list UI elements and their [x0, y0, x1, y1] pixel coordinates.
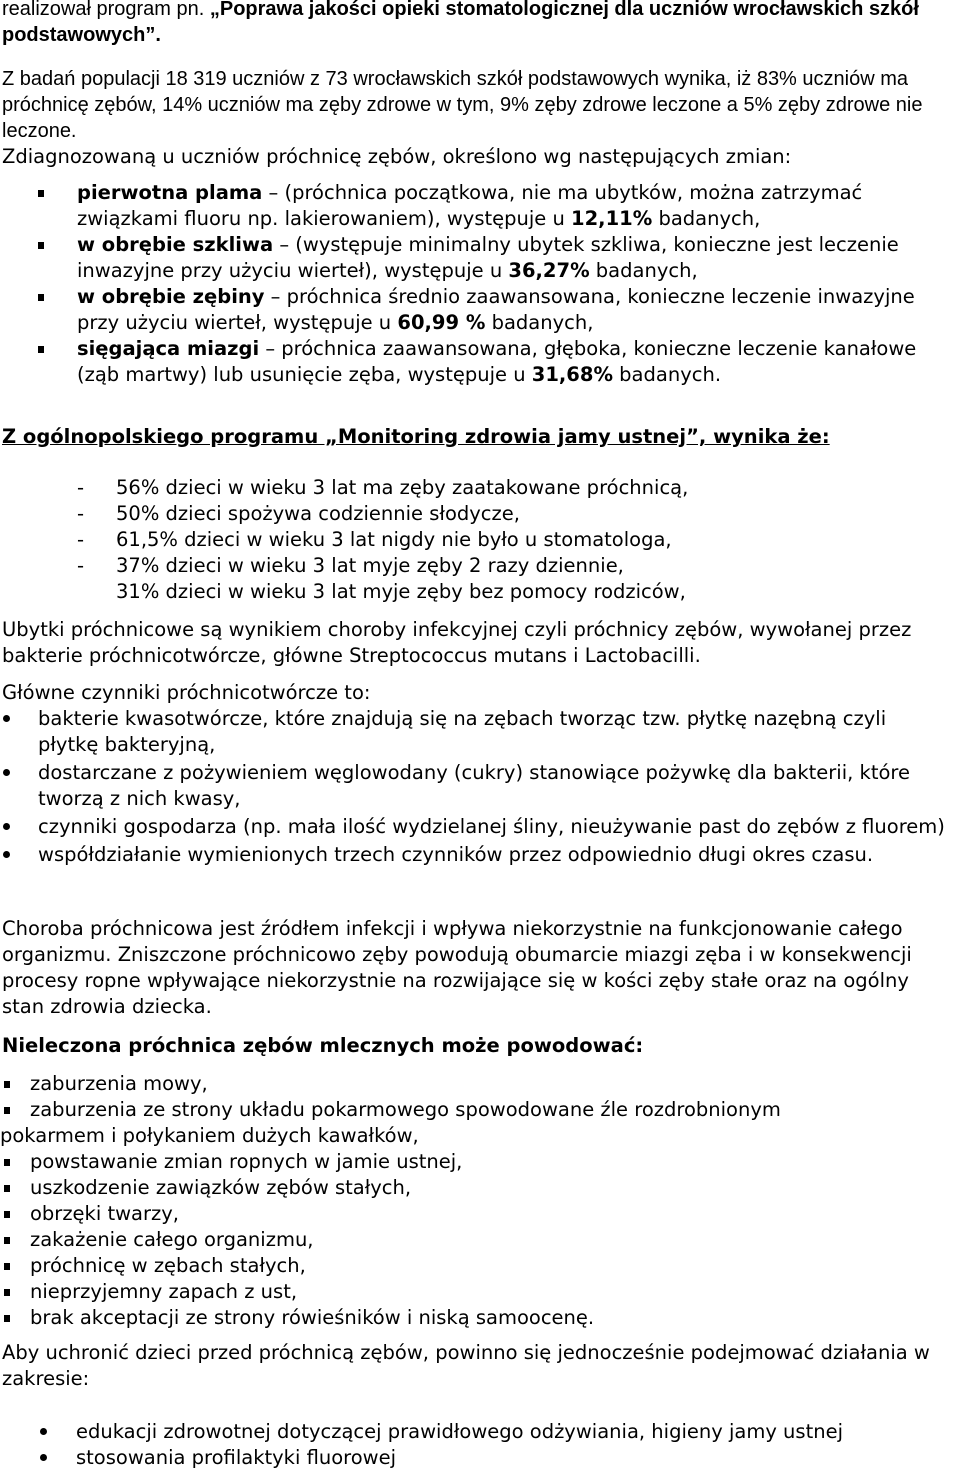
list-item	[0, 475, 950, 501]
square-bullet-icon	[4, 1107, 10, 1114]
list-item	[0, 1097, 950, 1123]
dash-bullet: -	[77, 554, 85, 577]
effect-item: brak akceptacji ze strony rówieśników i niską samoocenę.	[30, 1306, 595, 1329]
stage-percentage: 12,11%	[571, 207, 653, 230]
monitoring-item: 61,5% dzieci w wieku 3 lat nigdy nie było u stomatologa,	[116, 528, 672, 551]
untreated-list	[0, 1071, 950, 1331]
monitoring-item: 56% dzieci w wieku 3 lat ma zęby zaatakowane próchnicą,	[116, 476, 689, 499]
square-bullet-icon	[4, 1315, 10, 1322]
untreated-heading: Nieleczona próchnica zębów mlecznych może powodować:	[2, 1034, 644, 1057]
list-item	[0, 501, 950, 527]
factor-item: dostarczane z pożywieniem węglowodany (cukry) stanowiące pożywkę dla bakterii, które tworzą z nich kwasy,	[38, 761, 910, 810]
monitoring-item: 50% dzieci spożywa codziennie słodycze,	[116, 502, 520, 525]
stage-description: – (występuje minimalny ubytek szkliwa, konieczne jest leczenie inwazyjne przy użyciu wierteł), występuje u	[77, 233, 899, 282]
monitoring-item: 31% dzieci w wieku 3 lat myje zęby bez pomocy rodziców,	[116, 580, 686, 603]
square-bullet-icon	[4, 1159, 10, 1166]
diagnosis-intro: Zdiagnozowaną u uczniów próchnicę zębów, określono wg następujących zmian:	[2, 145, 792, 168]
protection-intro: Aby uchronić dzieci przed próchnicą zębów, powinno się jednocześnie podejmować działania w zakresie:	[2, 1341, 930, 1390]
list-item	[0, 336, 950, 388]
effect-item: uszkodzenie zawiązków zębów stałych,	[30, 1176, 412, 1199]
dot-bullet-icon	[40, 1454, 47, 1461]
effect-item: nieprzyjemny zapach z ust,	[30, 1280, 298, 1303]
factors-heading: Główne czynniki próchnicotwórcze to:	[2, 681, 371, 704]
list-item	[0, 232, 950, 284]
program-title: „Poprawa jakości opieki stomatologicznej dla uczniów wrocławskich szkół podstawowych”.	[2, 0, 919, 46]
stage-percentage: 36,27%	[508, 259, 590, 282]
stage-suffix: badanych,	[485, 311, 594, 334]
protection-list	[0, 1419, 950, 1471]
dash-bullet: -	[77, 476, 85, 499]
list-item	[0, 842, 950, 868]
list-item	[0, 1279, 950, 1305]
square-bullet-icon	[4, 1211, 10, 1218]
effect-item: powstawanie zmian ropnych w jamie ustnej,	[30, 1150, 463, 1173]
list-item	[0, 180, 950, 232]
stage-description: – próchnica zaawansowana, głęboka, konieczne leczenie kanałowe (ząb martwy) lub usunięcie zęba, występuje u	[77, 337, 917, 386]
list-item	[0, 706, 950, 758]
square-bullet-icon	[4, 1185, 10, 1192]
effect-item: zaburzenia ze strony układu pokarmowego spowodowane źle rozdrobnionym	[30, 1098, 781, 1121]
stage-name: sięgająca miazgi	[77, 337, 260, 360]
dot-bullet-icon	[3, 851, 10, 858]
factor-item: bakterie kwasotwórcze, które znajdują się na zębach tworząc tzw. płytkę nazębną czyli płytkę bakteryjną,	[38, 707, 887, 756]
square-bullet-icon	[4, 1081, 10, 1088]
list-item	[0, 1071, 950, 1097]
list-item	[0, 760, 950, 812]
list-item	[0, 1253, 950, 1279]
monitoring-item: 37% dzieci w wieku 3 lat myje zęby 2 razy dziennie,	[116, 554, 624, 577]
stage-percentage: 31,68%	[531, 363, 613, 386]
list-item	[0, 1149, 950, 1175]
list-item	[0, 579, 950, 605]
stage-name: w obrębie szkliwa	[77, 233, 274, 256]
list-item	[0, 553, 950, 579]
square-bullet-icon	[38, 242, 44, 249]
stage-suffix: badanych,	[589, 259, 698, 282]
list-item	[0, 1445, 950, 1471]
intro-paragraph	[2, 0, 952, 48]
monitoring-heading: Z ogólnopolskiego programu „Monitoring zdrowia jamy ustnej”, wynika że:	[2, 425, 830, 448]
protection-item: stosowania profilaktyki fluorowej	[76, 1446, 397, 1469]
monitoring-list	[0, 475, 950, 605]
square-bullet-icon	[4, 1263, 10, 1270]
list-item	[0, 1419, 950, 1445]
square-bullet-icon	[38, 190, 44, 197]
survey-paragraph: Z badań populacji 18 319 uczniów z 73 wrocławskich szkół podstawowych wynika, iż 83% uczniów ma próchnicę zębów, 14% uczniów ma zęby zdrowe w tym, 9% zęby zdrowe leczone a 5% zęby zdrowe nie leczone.	[2, 68, 923, 142]
stage-suffix: badanych.	[612, 363, 722, 386]
effect-item: obrzęki twarzy,	[30, 1202, 180, 1225]
square-bullet-icon	[38, 294, 44, 301]
effect-item: zakażenie całego organizmu,	[30, 1228, 314, 1251]
dot-bullet-icon	[3, 769, 10, 776]
factor-item: czynniki gospodarza (np. mała ilość wydzielanej śliny, nieużywanie past do zębów z fluorem)	[38, 815, 945, 838]
square-bullet-icon	[4, 1289, 10, 1296]
stage-description: – (próchnica początkowa, nie ma ubytków, można zatrzymać związkami fluoru np. lakierowaniem), występuje u	[77, 181, 863, 230]
protection-item: edukacji zdrowotnej dotyczącej prawidłowego odżywiania, higieny jamy ustnej	[76, 1420, 843, 1443]
dash-bullet: -	[77, 528, 85, 551]
effect-item: próchnicę w zębach stałych,	[30, 1254, 306, 1277]
stage-name: pierwotna plama	[77, 181, 263, 204]
stage-name: w obrębie zębiny	[77, 285, 265, 308]
consequences-paragraph: Choroba próchnicowa jest źródłem infekcji i wpływa niekorzystnie na funkcjonowanie całego organizmu. Zniszczone próchnicowo zęby powodują obumarcie miazgi zęba i w konsekwencji procesy ropne wpływające niekorzystnie na rozwijające się w kości zęby stałe oraz na ogólny stan zdrowia dziecka.	[2, 917, 912, 1018]
square-bullet-icon	[38, 346, 44, 353]
dash-bullet: -	[77, 502, 85, 525]
effect-item: zaburzenia mowy,	[30, 1072, 208, 1095]
list-item	[0, 1305, 950, 1331]
caries-stages-list	[0, 180, 950, 388]
dot-bullet-icon	[3, 715, 10, 722]
list-item	[0, 1175, 950, 1201]
intro-text: realizował program pn.	[2, 0, 210, 20]
stage-suffix: badanych,	[652, 207, 761, 230]
dot-bullet-icon	[40, 1428, 47, 1435]
stage-percentage: 60,99 %	[397, 311, 486, 334]
list-item	[0, 814, 950, 840]
infection-paragraph: Ubytki próchnicowe są wynikiem choroby infekcyjnej czyli próchnicy zębów, wywołanej przez bakterie próchnicotwórcze, główne Streptococcus mutans i Lactobacilli.	[2, 618, 912, 667]
stage-description: – próchnica średnio zaawansowana, konieczne leczenie inwazyjne przy użyciu wierteł, występuje u	[77, 285, 915, 334]
list-item-continuation	[0, 1123, 950, 1149]
list-item	[0, 284, 950, 336]
dot-bullet-icon	[3, 823, 10, 830]
list-item	[0, 1201, 950, 1227]
effect-item-continuation: pokarmem i połykaniem dużych kawałków,	[0, 1124, 419, 1147]
list-item	[0, 1227, 950, 1253]
factor-item: współdziałanie wymienionych trzech czynników przez odpowiednio długi okres czasu.	[38, 843, 874, 866]
factors-list	[0, 706, 950, 868]
square-bullet-icon	[4, 1237, 10, 1244]
list-item	[0, 527, 950, 553]
